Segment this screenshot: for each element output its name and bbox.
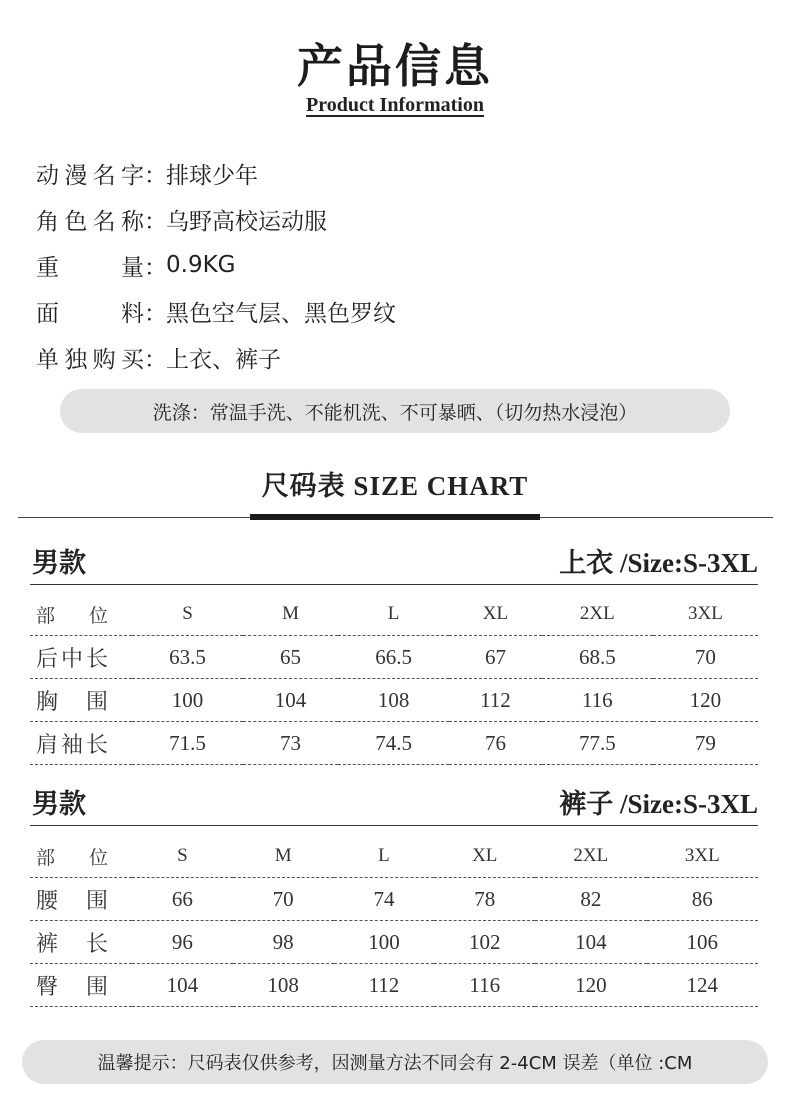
wash-instructions-banner: 洗涤：常温手洗、不能机洗、不可暴晒、（切勿热水浸泡） [60,389,730,433]
info-label: 单独购买 [36,346,144,373]
table-cell: 108 [338,679,449,722]
table-row [30,722,758,765]
table-cell: 104 [243,679,338,722]
table-cell: 116 [542,679,653,722]
row-label: 后中长 [30,636,132,679]
table-cell: 108 [233,964,334,1007]
row-label: 部位 [30,593,132,636]
top-size-table [30,593,758,765]
table-cell: 77.5 [542,722,653,765]
table-cell: 68.5 [542,636,653,679]
table-cell: 100 [334,921,435,964]
size-header: XL [434,835,535,878]
size-header: 2XL [542,593,653,636]
info-label: 重量 [36,254,144,281]
table-cell: 66.5 [338,636,449,679]
size-header: L [338,593,449,636]
table-cell: 98 [233,921,334,964]
table-cell: 70 [233,878,334,921]
table-cell: 124 [647,964,758,1007]
table-row [30,964,758,1007]
table-cell: 63.5 [132,636,243,679]
pants-section-heading [32,781,758,821]
page-title: 产品信息 [297,39,493,93]
info-row-weight [36,242,396,288]
table-cell: 70 [653,636,758,679]
row-label: 臀围 [30,964,132,1007]
size-header: 2XL [535,835,646,878]
info-value: 乌野高校运动服 [166,208,327,235]
table-cell: 74.5 [338,722,449,765]
section-gender-label: 男款 [32,789,86,819]
table-cell: 120 [653,679,758,722]
title-accent-bar [250,514,540,520]
table-row [30,636,758,679]
row-label: 裤长 [30,921,132,964]
table-cell: 86 [647,878,758,921]
info-value: 0.9KG [166,252,236,278]
page-subtitle [0,94,790,117]
info-colon: ： [144,254,167,281]
info-value: 上衣、裤子 [166,346,281,373]
table-cell: 73 [243,722,338,765]
table-cell: 66 [132,878,233,921]
table-cell: 76 [449,722,542,765]
table-cell: 78 [434,878,535,921]
table-cell: 100 [132,679,243,722]
top-section-heading [32,540,758,580]
info-row-character-name [36,196,396,242]
size-header: L [334,835,435,878]
info-label: 面料 [36,300,144,327]
row-label: 胸围 [30,679,132,722]
table-cell: 67 [449,636,542,679]
info-colon: ： [144,208,167,235]
section-size-range: 裤子 /Size:S-3XL [559,789,758,819]
info-colon: ： [144,162,167,189]
row-label: 腰围 [30,878,132,921]
info-colon: ： [144,346,167,373]
table-row [30,679,758,722]
info-label: 动漫名字 [36,162,144,189]
table-row [30,921,758,964]
info-row-fabric [36,288,396,334]
info-value: 黑色空气层、黑色罗纹 [166,300,396,327]
subtitle-text: Product Information [306,94,484,116]
table-cell: 116 [434,964,535,1007]
info-colon: ： [144,300,167,327]
section-size-range: 上衣 /Size:S-3XL [559,548,758,578]
table-header-row [30,835,758,878]
table-cell: 82 [535,878,646,921]
pants-size-table [30,835,758,1007]
table-cell: 106 [647,921,758,964]
info-value: 排球少年 [166,162,258,189]
info-row-anime-name [36,150,396,196]
info-row-separate-purchase [36,334,396,380]
size-header: 3XL [653,593,758,636]
table-cell: 65 [243,636,338,679]
table-cell: 104 [535,921,646,964]
section-rule [30,825,758,826]
size-header: M [243,593,338,636]
table-row [30,878,758,921]
size-header: S [132,835,233,878]
size-chart-title: 尺码表 SIZE CHART [261,471,529,501]
info-label: 角色名称 [36,208,144,235]
size-header: S [132,593,243,636]
product-info-list [36,150,396,380]
row-label: 部位 [30,835,132,878]
table-cell: 74 [334,878,435,921]
section-rule [30,584,758,585]
table-cell: 102 [434,921,535,964]
table-cell: 79 [653,722,758,765]
size-header: 3XL [647,835,758,878]
table-cell: 112 [334,964,435,1007]
table-cell: 71.5 [132,722,243,765]
table-cell: 96 [132,921,233,964]
table-cell: 112 [449,679,542,722]
measurement-tip-banner: 温馨提示：尺码表仅供参考，因测量方法不同会有 2-4CM 误差（单位 :CM [22,1040,768,1084]
size-header: XL [449,593,542,636]
size-header: M [233,835,334,878]
table-cell: 104 [132,964,233,1007]
row-label: 肩袖长 [30,722,132,765]
section-gender-label: 男款 [32,548,86,578]
table-header-row [30,593,758,636]
table-cell: 120 [535,964,646,1007]
